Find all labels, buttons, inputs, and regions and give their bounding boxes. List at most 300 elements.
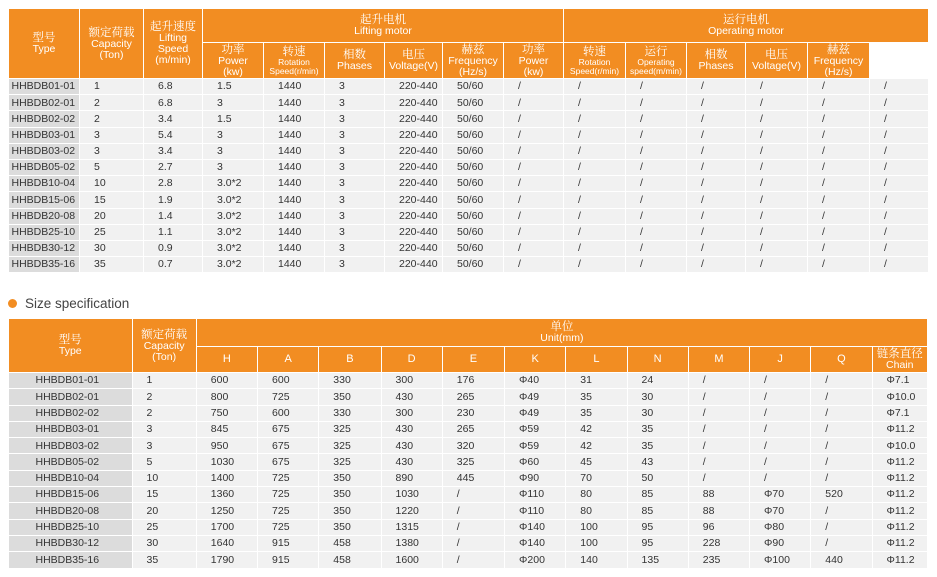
table-cell: 3.0*2: [203, 192, 264, 208]
table-cell: /: [688, 389, 749, 405]
table-cell: /: [687, 208, 746, 224]
table-cell: Φ90: [750, 535, 811, 551]
table-cell: 43: [627, 454, 688, 470]
table-row: [9, 159, 929, 175]
table-cell: 50/60: [443, 240, 504, 256]
header-col-a: A: [258, 347, 319, 373]
table-cell: /: [564, 159, 626, 175]
table-cell: /: [870, 257, 929, 273]
table-cell: /: [811, 519, 872, 535]
table-cell: /: [504, 95, 564, 111]
table-cell: 228: [688, 535, 749, 551]
table-cell: 100: [566, 535, 627, 551]
header-col-h: H: [196, 347, 257, 373]
table-cell: 1360: [196, 487, 257, 503]
table-cell: 3: [325, 257, 385, 273]
size-spec-table: [8, 318, 928, 569]
table-cell: 1700: [196, 519, 257, 535]
table-cell: 2: [132, 389, 196, 405]
table-cell: 350: [319, 470, 381, 486]
table-cell: 220-440: [385, 95, 443, 111]
table-cell: 88: [688, 487, 749, 503]
table-cell: 1440: [264, 224, 325, 240]
table-cell: /: [688, 421, 749, 437]
table-cell: /: [746, 79, 808, 95]
table-row: [9, 111, 929, 127]
header-operating-motor: 运行电机 Operating motor: [564, 9, 929, 43]
table-cell: 50/60: [443, 224, 504, 240]
row-type-cell: HHBDB30-12: [9, 535, 133, 551]
table-cell: 600: [258, 405, 319, 421]
table-cell: 3: [325, 79, 385, 95]
header-col-b: B: [319, 347, 381, 373]
table-cell: Φ49: [505, 389, 566, 405]
table-cell: 42: [566, 421, 627, 437]
table-cell: 0.9: [144, 240, 203, 256]
table-cell: /: [811, 389, 872, 405]
header-lifting-motor: 起升电机 Lifting motor: [203, 9, 564, 43]
table-cell: /: [870, 159, 929, 175]
table-cell: 100: [566, 519, 627, 535]
table-row: [9, 208, 929, 224]
table-cell: 50/60: [443, 208, 504, 224]
table-cell: Φ40: [505, 373, 566, 389]
table-cell: 230: [442, 405, 504, 421]
table-cell: 3: [80, 127, 144, 143]
table-cell: Φ70: [750, 487, 811, 503]
table-cell: 1640: [196, 535, 257, 551]
table-cell: 35: [627, 438, 688, 454]
table-cell: /: [808, 176, 870, 192]
table-cell: 95: [627, 535, 688, 551]
table-cell: /: [564, 95, 626, 111]
table-cell: /: [811, 405, 872, 421]
table-cell: 725: [258, 470, 319, 486]
table-cell: Φ11.2: [872, 421, 927, 437]
table-cell: /: [564, 257, 626, 273]
table-cell: 6.8: [144, 79, 203, 95]
header-operating-speed: 运行 Operating speed(m/min): [626, 43, 687, 79]
row-type-cell: HHBDB02-01: [9, 389, 133, 405]
header-col-d: D: [381, 347, 442, 373]
table-cell: 96: [688, 519, 749, 535]
table-cell: 5.4: [144, 127, 203, 143]
table-cell: /: [808, 111, 870, 127]
section-title-text: Size specification: [25, 296, 130, 311]
table-cell: /: [870, 176, 929, 192]
header-col-e: E: [442, 347, 504, 373]
table-cell: 600: [258, 373, 319, 389]
table-cell: 220-440: [385, 240, 443, 256]
table-cell: 330: [319, 405, 381, 421]
table-cell: /: [746, 143, 808, 159]
table-cell: /: [564, 127, 626, 143]
table-cell: 1790: [196, 552, 257, 568]
table-cell: /: [808, 257, 870, 273]
table-cell: 800: [196, 389, 257, 405]
table-cell: 265: [442, 421, 504, 437]
table-cell: 430: [381, 421, 442, 437]
row-type-cell: HHBDB30-12: [9, 240, 80, 256]
table-cell: 30: [80, 240, 144, 256]
row-type-cell: HHBDB10-04: [9, 470, 133, 486]
table-cell: 1600: [381, 552, 442, 568]
table-cell: 220-440: [385, 192, 443, 208]
table-cell: /: [504, 192, 564, 208]
table-cell: 1380: [381, 535, 442, 551]
table-cell: Φ11.2: [872, 552, 927, 568]
table-cell: /: [626, 159, 687, 175]
table-cell: /: [442, 535, 504, 551]
table-cell: Φ140: [505, 535, 566, 551]
row-type-cell: HHBDB20-08: [9, 208, 80, 224]
header-lifting-rotation: 转速 Rotation Speed(r/min): [264, 43, 325, 79]
table-cell: 42: [566, 438, 627, 454]
table-cell: /: [746, 127, 808, 143]
table-cell: /: [746, 240, 808, 256]
table-cell: /: [808, 159, 870, 175]
table-row: [9, 224, 929, 240]
table-cell: /: [564, 240, 626, 256]
row-type-cell: HHBDB15-06: [9, 192, 80, 208]
table-cell: 330: [319, 373, 381, 389]
header-capacity: 额定荷载 Capacity (Ton): [132, 319, 196, 373]
table-cell: /: [811, 535, 872, 551]
table-cell: /: [750, 454, 811, 470]
table-cell: 3: [203, 143, 264, 159]
table-cell: 10: [132, 470, 196, 486]
table-cell: 2: [80, 111, 144, 127]
table-cell: 325: [319, 454, 381, 470]
table-cell: /: [688, 373, 749, 389]
table-cell: 3: [325, 143, 385, 159]
table-cell: Φ60: [505, 454, 566, 470]
table-cell: /: [808, 192, 870, 208]
table-cell: 220-440: [385, 208, 443, 224]
table-cell: 1.4: [144, 208, 203, 224]
table-cell: 350: [319, 487, 381, 503]
table-cell: 24: [627, 373, 688, 389]
table-cell: /: [504, 208, 564, 224]
table-cell: 5: [132, 454, 196, 470]
table-cell: 15: [132, 487, 196, 503]
table-cell: 2.8: [144, 176, 203, 192]
table-cell: /: [626, 95, 687, 111]
table-cell: /: [564, 208, 626, 224]
table-cell: 600: [196, 373, 257, 389]
table-cell: 5: [80, 159, 144, 175]
table-cell: /: [811, 503, 872, 519]
table-cell: 3: [325, 111, 385, 127]
table-cell: Φ10.0: [872, 389, 927, 405]
table-cell: 1.1: [144, 224, 203, 240]
table-cell: 3.0*2: [203, 257, 264, 273]
table-cell: 30: [627, 405, 688, 421]
table-row: [9, 421, 928, 437]
table-cell: 300: [381, 373, 442, 389]
table-cell: Φ70: [750, 503, 811, 519]
table-cell: 3: [325, 95, 385, 111]
table-cell: 458: [319, 552, 381, 568]
header-col-q: Q: [811, 347, 872, 373]
table-cell: 85: [627, 503, 688, 519]
header-col-l: L: [566, 347, 627, 373]
size-spec-body: [9, 373, 928, 569]
row-type-cell: HHBDB03-01: [9, 127, 80, 143]
table-cell: 3: [325, 192, 385, 208]
table-cell: Φ7.1: [872, 373, 927, 389]
table-cell: /: [687, 240, 746, 256]
row-type-cell: HHBDB20-08: [9, 503, 133, 519]
table-row: [9, 405, 928, 421]
table-cell: /: [746, 111, 808, 127]
table-cell: /: [504, 224, 564, 240]
table-cell: 3.4: [144, 143, 203, 159]
table-cell: /: [504, 143, 564, 159]
table-cell: /: [626, 224, 687, 240]
table-cell: 50/60: [443, 176, 504, 192]
table-cell: 35: [566, 405, 627, 421]
table-cell: /: [626, 143, 687, 159]
table-cell: /: [626, 176, 687, 192]
table-cell: /: [442, 552, 504, 568]
table-cell: /: [750, 438, 811, 454]
table-cell: 3: [80, 143, 144, 159]
table-cell: 2.7: [144, 159, 203, 175]
table-cell: 675: [258, 454, 319, 470]
table-cell: /: [750, 470, 811, 486]
table-cell: /: [626, 111, 687, 127]
table-cell: /: [811, 373, 872, 389]
table-cell: 1: [80, 79, 144, 95]
table-cell: 3: [325, 224, 385, 240]
table-cell: Φ140: [505, 519, 566, 535]
header-unit: 单位 Unit(mm): [196, 319, 927, 347]
table-cell: /: [688, 470, 749, 486]
table-row: [9, 257, 929, 273]
table-cell: 1220: [381, 503, 442, 519]
table-cell: 20: [80, 208, 144, 224]
table-cell: /: [687, 224, 746, 240]
table-cell: 31: [566, 373, 627, 389]
bullet-dot-icon: [8, 299, 17, 308]
table-cell: /: [442, 503, 504, 519]
table-cell: 1440: [264, 143, 325, 159]
table-cell: 1440: [264, 192, 325, 208]
table-cell: /: [504, 176, 564, 192]
table-cell: Φ100: [750, 552, 811, 568]
table-cell: 320: [442, 438, 504, 454]
table-cell: 220-440: [385, 159, 443, 175]
table-cell: /: [442, 519, 504, 535]
table-cell: 50/60: [443, 192, 504, 208]
table-cell: 3.0*2: [203, 224, 264, 240]
table-cell: 725: [258, 487, 319, 503]
table-cell: 50/60: [443, 143, 504, 159]
table-cell: 1315: [381, 519, 442, 535]
header-col-n: N: [627, 347, 688, 373]
table-cell: /: [504, 127, 564, 143]
header-operating-rotation: 转速 Rotation Speed(r/min): [564, 43, 626, 79]
table-cell: 50/60: [443, 159, 504, 175]
table-cell: 3: [325, 208, 385, 224]
table-row: [9, 470, 928, 486]
table-cell: 80: [566, 487, 627, 503]
table-cell: /: [687, 176, 746, 192]
header-lifting-frequency: 赫兹 Frequency (Hz/s): [443, 43, 504, 79]
table-cell: 3.0*2: [203, 208, 264, 224]
row-type-cell: HHBDB02-02: [9, 405, 133, 421]
header-col-m: M: [688, 347, 749, 373]
table-cell: 50/60: [443, 111, 504, 127]
table-cell: /: [750, 389, 811, 405]
table-row: [9, 176, 929, 192]
table-cell: Φ49: [505, 405, 566, 421]
table-cell: 1030: [381, 487, 442, 503]
table-cell: 50: [627, 470, 688, 486]
table-cell: 0.7: [144, 257, 203, 273]
table-cell: /: [564, 224, 626, 240]
table-cell: 350: [319, 389, 381, 405]
table-cell: 445: [442, 470, 504, 486]
table-cell: /: [687, 159, 746, 175]
table-row: [9, 535, 928, 551]
table-cell: 3: [203, 127, 264, 143]
table-cell: 95: [627, 519, 688, 535]
table-cell: /: [687, 95, 746, 111]
table-cell: /: [504, 257, 564, 273]
table-cell: /: [870, 143, 929, 159]
row-type-cell: HHBDB01-01: [9, 373, 133, 389]
table-cell: 1440: [264, 95, 325, 111]
table-cell: 15: [80, 192, 144, 208]
table-cell: 220-440: [385, 224, 443, 240]
table-cell: 1440: [264, 111, 325, 127]
table-cell: 70: [566, 470, 627, 486]
table-cell: Φ11.2: [872, 470, 927, 486]
table-cell: 1.9: [144, 192, 203, 208]
row-type-cell: HHBDB05-02: [9, 454, 133, 470]
table-cell: 50/60: [443, 95, 504, 111]
table-row: [9, 389, 928, 405]
table-cell: /: [687, 111, 746, 127]
table-cell: 1.5: [203, 111, 264, 127]
table-cell: 3: [132, 438, 196, 454]
table-cell: 325: [442, 454, 504, 470]
row-type-cell: HHBDB15-06: [9, 487, 133, 503]
table-cell: 88: [688, 503, 749, 519]
table-cell: /: [750, 373, 811, 389]
table-cell: /: [811, 454, 872, 470]
header-operating-voltage: 电压 Voltage(V): [746, 43, 808, 79]
table-cell: /: [746, 95, 808, 111]
table-cell: Φ200: [505, 552, 566, 568]
table-cell: 10: [80, 176, 144, 192]
table-cell: /: [504, 111, 564, 127]
table-cell: /: [626, 208, 687, 224]
table-row: [9, 503, 928, 519]
table-cell: 430: [381, 454, 442, 470]
table-cell: /: [442, 487, 504, 503]
table-cell: /: [687, 143, 746, 159]
table-cell: /: [750, 405, 811, 421]
table-cell: 3: [325, 159, 385, 175]
table-cell: 35: [627, 421, 688, 437]
header-lifting-speed: 起升速度 Lifting Speed (m/min): [144, 9, 203, 79]
table-cell: 1440: [264, 127, 325, 143]
motor-spec-table: [8, 8, 929, 273]
table-cell: 325: [319, 421, 381, 437]
table-cell: /: [626, 79, 687, 95]
table-cell: 675: [258, 438, 319, 454]
table-cell: 1: [132, 373, 196, 389]
table-cell: /: [746, 224, 808, 240]
motor-spec-body: [9, 79, 929, 273]
table-cell: /: [811, 438, 872, 454]
row-type-cell: HHBDB03-01: [9, 421, 133, 437]
table-cell: 35: [80, 257, 144, 273]
table-cell: /: [564, 176, 626, 192]
table-cell: Φ11.2: [872, 519, 927, 535]
table-cell: 30: [132, 535, 196, 551]
table-row: [9, 373, 928, 389]
table-row: [9, 95, 929, 111]
table-cell: 950: [196, 438, 257, 454]
table-cell: 3: [132, 421, 196, 437]
table-cell: 220-440: [385, 176, 443, 192]
table-cell: Φ10.0: [872, 438, 927, 454]
table-cell: 2: [80, 95, 144, 111]
table-cell: 25: [80, 224, 144, 240]
size-spec-section-title: [8, 296, 129, 311]
table-cell: /: [688, 454, 749, 470]
table-cell: /: [626, 257, 687, 273]
table-cell: 3.4: [144, 111, 203, 127]
table-cell: 20: [132, 503, 196, 519]
header-col-k: K: [505, 347, 566, 373]
table-cell: /: [564, 192, 626, 208]
table-cell: 3.0*2: [203, 176, 264, 192]
table-cell: /: [687, 257, 746, 273]
table-cell: 220-440: [385, 257, 443, 273]
row-type-cell: HHBDB25-10: [9, 519, 133, 535]
table-cell: 80: [566, 503, 627, 519]
table-cell: /: [870, 224, 929, 240]
table-cell: Φ80: [750, 519, 811, 535]
header-lifting-voltage: 电压 Voltage(V): [385, 43, 443, 79]
row-type-cell: HHBDB25-10: [9, 224, 80, 240]
table-cell: 725: [258, 503, 319, 519]
table-cell: /: [687, 127, 746, 143]
table-cell: /: [504, 240, 564, 256]
table-cell: 1030: [196, 454, 257, 470]
table-cell: 1440: [264, 240, 325, 256]
table-cell: /: [808, 208, 870, 224]
table-cell: /: [808, 127, 870, 143]
table-cell: 1250: [196, 503, 257, 519]
table-row: [9, 552, 928, 568]
row-type-cell: HHBDB02-02: [9, 111, 80, 127]
table-cell: Φ110: [505, 487, 566, 503]
table-cell: 750: [196, 405, 257, 421]
table-row: [9, 143, 929, 159]
table-cell: 220-440: [385, 127, 443, 143]
table-cell: 220-440: [385, 79, 443, 95]
header-lifting-power: 功率 Power (kw): [203, 43, 264, 79]
table-cell: 35: [132, 552, 196, 568]
table-cell: 135: [627, 552, 688, 568]
table-row: [9, 127, 929, 143]
